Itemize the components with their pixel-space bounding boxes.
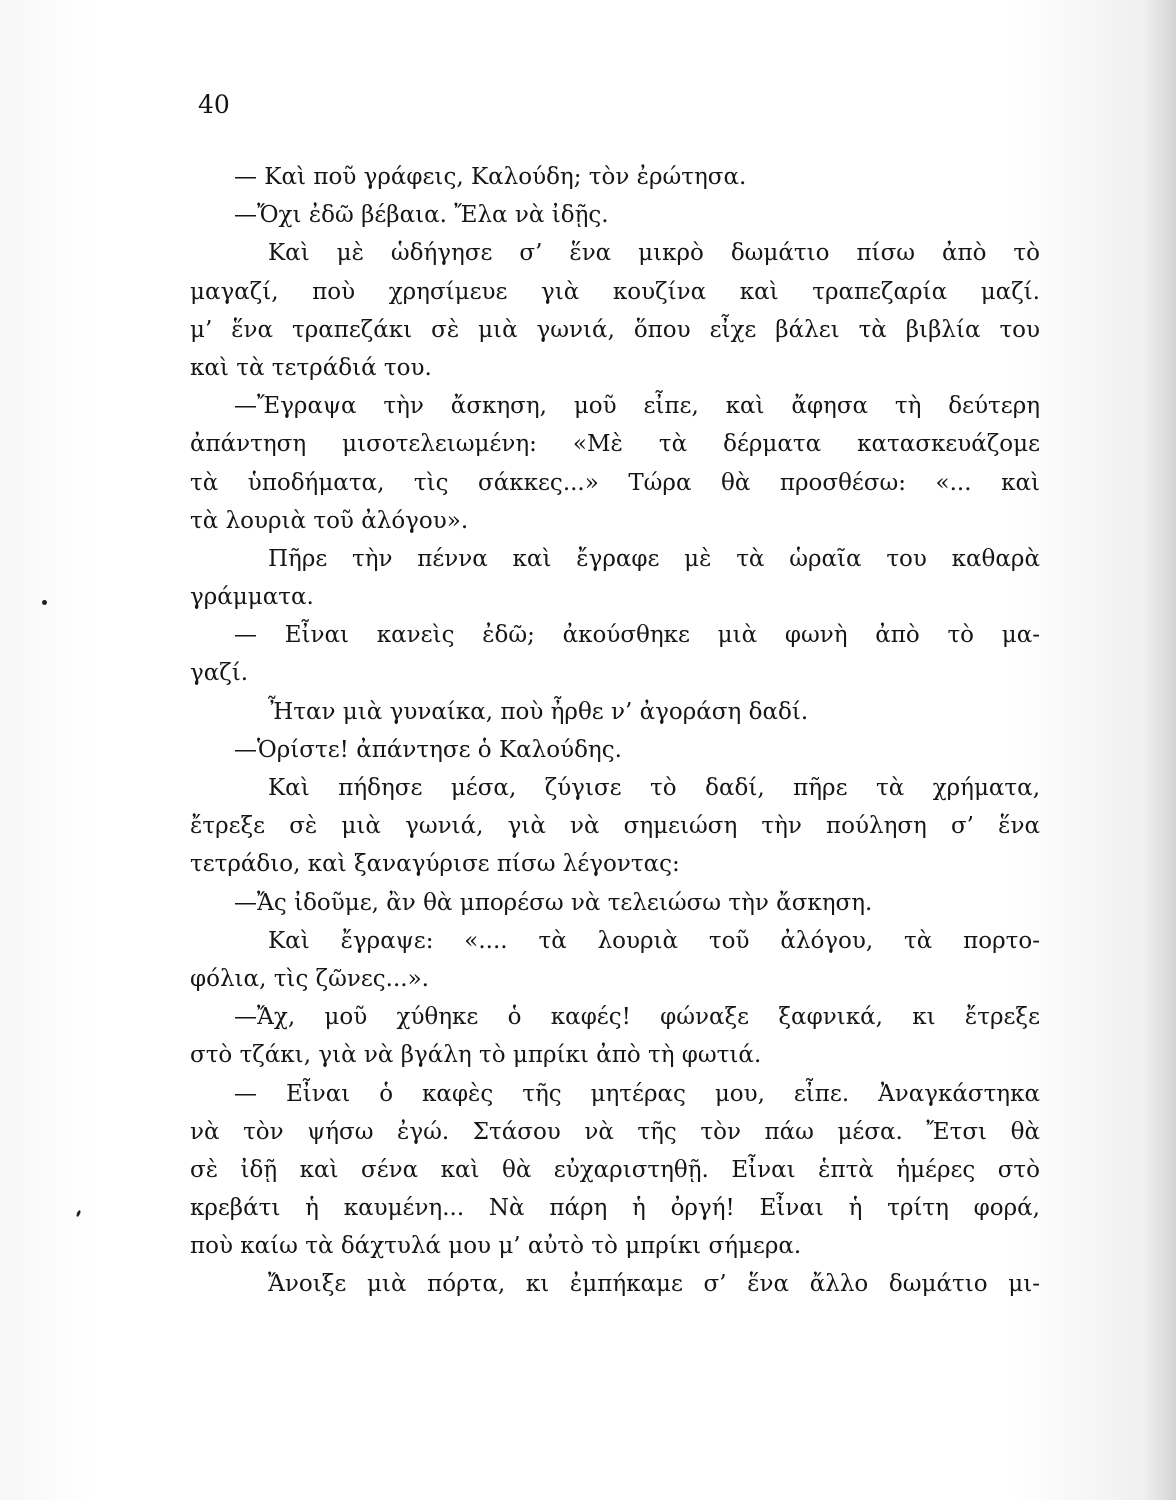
text-line: Ἄνοιξε μιὰ πόρτα, κι ἐμπήκαμε σ’ ἕνα ἄλλο δωμάτιο μι-: [268, 1271, 1040, 1298]
text-line: ποὺ καίω τὰ δάχτυλά μου μ’ αὐτὸ τὸ μπρίκι σήμερα.: [190, 1233, 802, 1260]
text-line: Πῆρε τὴν πέννα καὶ ἔγραφε μὲ τὰ ὡραῖα του καθαρὰ: [268, 545, 1040, 572]
text-line: — Καὶ ποῦ γράφεις, Καλούδη; τὸν ἐρώτησα.: [234, 164, 747, 190]
text-line: γράμματα.: [190, 584, 314, 611]
text-line: νὰ τὸν ψήσω ἐγώ. Στάσου νὰ τῆς τὸν πάω μέσα. Ἔτσι θὰ: [190, 1118, 1040, 1145]
text-line: —Ἄχ, μοῦ χύθηκε ὁ καφές! φώναξε ξαφνικά, κι ἔτρεξε: [234, 1004, 1040, 1031]
scan-dot: [42, 600, 47, 605]
text-line: Ἦταν μιὰ γυναίκα, ποὺ ἦρθε ν’ ἀγοράση δαδί.: [268, 698, 809, 725]
text-line: —Ὁρίστε! ἀπάντησε ὁ Καλούδης.: [234, 736, 622, 763]
text-line: κρεβάτι ἡ καυμένη... Νὰ πάρη ἡ ὀργή! Εἶναι ἡ τρίτη φορά,: [190, 1195, 1040, 1222]
scan-mark: [76, 1210, 82, 1218]
text-line: μαγαζί, ποὺ χρησίμευε γιὰ κουζίνα καὶ τραπεζαρία μαζί.: [190, 278, 1040, 305]
text-line: —Ἄς ἰδοῦμε, ἂν θὰ μπορέσω νὰ τελειώσω τὴν ἄσκηση.: [234, 889, 873, 916]
text-line: καὶ τὰ τετράδιά του.: [190, 354, 432, 381]
text-line: μ’ ἕνα τραπεζάκι σὲ μιὰ γωνιά, ὅπου εἶχε βάλει τὰ βιβλία του: [190, 316, 1040, 343]
text-line: ἔτρεξε σὲ μιὰ γωνιά, γιὰ νὰ σημειώση τὴν πούληση σ’ ἕνα: [190, 813, 1040, 840]
page-text: [190, 158, 1040, 1304]
text-line: τὰ ὑποδήματα, τὶς σάκκες...» Τώρα θὰ προσθέσω: «... καὶ: [190, 469, 1040, 496]
text-line: Καὶ ἔγραψε: «.... τὰ λουριὰ τοῦ ἀλόγου, τὰ πορτο-: [268, 927, 1040, 954]
text-line: —Ἔγραψα τὴν ἄσκηση, μοῦ εἶπε, καὶ ἄφησα τὴ δεύτερη: [234, 393, 1040, 420]
text-line: τετράδιο, καὶ ξαναγύρισε πίσω λέγοντας:: [190, 851, 680, 878]
text-line: Καὶ πήδησε μέσα, ζύγισε τὸ δαδί, πῆρε τὰ χρήματα,: [268, 775, 1040, 801]
text-line: —Ὄχι ἐδῶ βέβαια. Ἔλα νὰ ἰδῇς.: [234, 202, 609, 229]
text-line: — Εἶναι ὁ καφὲς τῆς μητέρας μου, εἶπε. Ἀναγκάστηκα: [234, 1080, 1040, 1107]
text-line: τὰ λουριὰ τοῦ ἀλόγου».: [190, 507, 469, 534]
page-edge-shadow: [1144, 0, 1176, 1500]
page-number: 40: [198, 90, 230, 119]
text-line: σὲ ἰδῇ καὶ σένα καὶ θὰ εὐχαριστηθῇ. Εἶναι ἑπτὰ ἡμέρες στὸ: [190, 1156, 1040, 1183]
text-line: φόλια, τὶς ζῶνες...».: [190, 965, 429, 992]
text-line: γαζί.: [190, 660, 249, 687]
text-line: ἀπάντηση μισοτελειωμένη: «Μὲ τὰ δέρματα κατασκευάζομε: [190, 431, 1040, 458]
text-line: — Εἶναι κανεὶς ἐδῶ; ἀκούσθηκε μιὰ φωνὴ ἀπὸ τὸ μα-: [234, 622, 1040, 649]
text-line: στὸ τζάκι, γιὰ νὰ βγάλη τὸ μπρίκι ἀπὸ τὴ φωτιά.: [190, 1042, 762, 1069]
text-line: Καὶ μὲ ὡδήγησε σ’ ἕνα μικρὸ δωμάτιο πίσω ἀπὸ τὸ: [268, 240, 1040, 267]
